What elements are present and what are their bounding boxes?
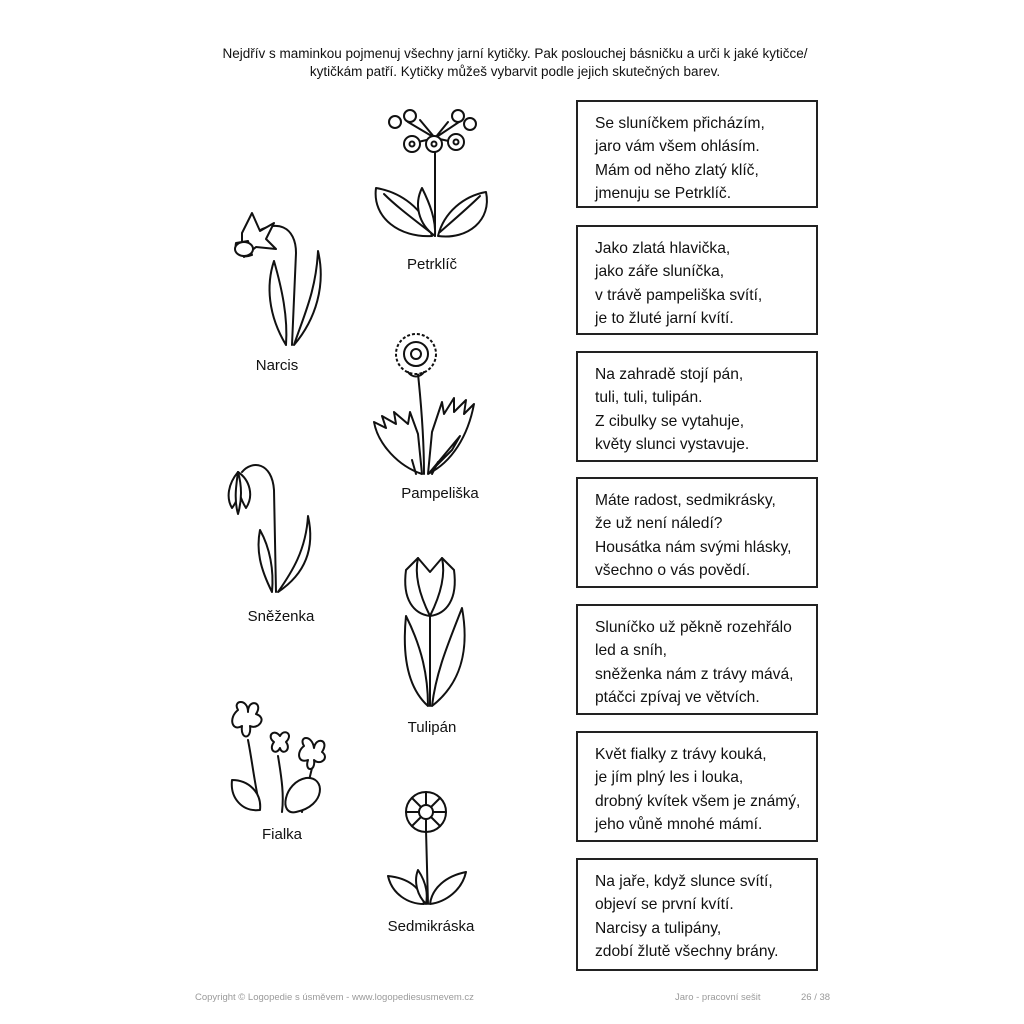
- poem-line: tuli, tuli, tulipán.: [595, 389, 703, 407]
- poem-box-5: [576, 604, 818, 715]
- primrose-bloom-icon: [389, 110, 476, 152]
- snezenka-illustration: [216, 458, 326, 598]
- daisy-bloom-icon: [406, 792, 446, 832]
- poem-box-2: [576, 225, 818, 335]
- poem-line: Květ fialky z trávy kouká,: [595, 746, 767, 763]
- label-pampeliska: Pampeliška: [401, 485, 479, 502]
- instructions-line-2: kytičkám patří. Kytičky můžeš vybarvit podle jejich skutečných barev.: [309, 64, 721, 79]
- poem-line: Housátka nám svými hlásky,: [595, 538, 792, 556]
- poem-line: Na zahradě stojí pán,: [595, 366, 744, 383]
- poem-line: Na jaře, když slunce svítí,: [595, 873, 773, 890]
- snowdrop-bloom-icon: [229, 472, 251, 514]
- poem-line: květy slunci vystavuje.: [595, 435, 750, 453]
- poem-line: jmenuju se Petrklíč.: [595, 184, 732, 202]
- daffodil-bloom-icon: [235, 213, 276, 257]
- poem-line: Narcisy a tulipány,: [595, 919, 722, 937]
- poem-line: jeho vůně mnohé mámí.: [595, 815, 763, 833]
- poem-line: drobný kvítek všem je známý,: [595, 792, 801, 810]
- label-snezenka: Sněženka: [247, 608, 315, 625]
- petrklic-illustration: [360, 108, 500, 248]
- instructions-line-1: Nejdřív s maminkou pojmenuj všechny jarní kytičky. Pak poslouchej básničku a urči k jaké kytičce/: [222, 46, 808, 61]
- poem-line: Mám od něho zlatý klíč,: [595, 161, 759, 179]
- footer-page-number: 26 / 38: [801, 992, 831, 1003]
- dandelion-bloom-icon: [396, 334, 436, 377]
- poem-line: že už není náledí?: [595, 515, 723, 533]
- label-narcis: Narcis: [255, 357, 299, 374]
- poem-line: Se sluníčkem přicházím,: [595, 115, 765, 132]
- poem-line: led a sníh,: [595, 642, 667, 660]
- instructions: [170, 45, 860, 81]
- poem-line: jaro vám všem ohlásím.: [595, 138, 760, 156]
- poem-box-7: [576, 858, 818, 971]
- poem-line: je jím plný les i louka,: [595, 769, 744, 787]
- pampeliska-illustration: [368, 332, 508, 480]
- tulip-bloom-icon: [405, 558, 455, 616]
- poem-box-3: [576, 351, 818, 462]
- fialka-illustration: [222, 700, 340, 820]
- poem-line: je to žluté jarní kvítí.: [595, 309, 734, 327]
- poem-line: všechno o vás povědí.: [595, 561, 751, 579]
- poem-line: Sluníčko už pěkně rozehřálo: [595, 619, 792, 636]
- footer-copyright: Copyright © Logopedie s úsměvem - www.logopediesusmevem.cz: [195, 992, 474, 1003]
- poem-box-4: [576, 477, 818, 588]
- footer-book-title: Jaro - pracovní sešit: [675, 992, 761, 1003]
- poem-line: ptáčci zpívaj ve větvích.: [595, 688, 760, 706]
- tulipan-illustration: [398, 556, 478, 711]
- label-tulipan: Tulipán: [407, 719, 457, 736]
- poem-box-1: [576, 100, 818, 208]
- label-sedmikraska: Sedmikráska: [387, 918, 475, 935]
- poem-line: Jako zlatá hlavička,: [595, 240, 731, 257]
- poem-line: Máte radost, sedmikrásky,: [595, 492, 776, 509]
- label-petrklic: Petrklíč: [406, 256, 458, 273]
- poem-line: zdobí žlutě všechny brány.: [595, 942, 779, 960]
- poem-line: jako záře sluníčka,: [595, 263, 725, 281]
- poem-box-6: [576, 731, 818, 842]
- poem-line: sněženka nám z trávy mává,: [595, 665, 794, 683]
- sedmikraska-illustration: [384, 790, 474, 910]
- poem-line: v trávě pampeliška svítí,: [595, 286, 763, 304]
- label-fialka: Fialka: [261, 826, 303, 843]
- poem-line: Z cibulky se vytahuje,: [595, 412, 745, 430]
- narcis-illustration: [222, 205, 332, 350]
- poem-line: objeví se první kvítí.: [595, 896, 734, 914]
